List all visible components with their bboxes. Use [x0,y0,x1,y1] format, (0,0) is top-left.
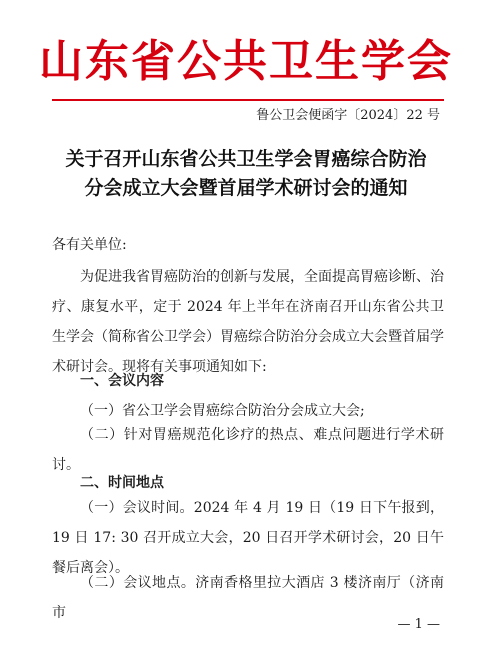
page-number: — 1 — [397,617,440,632]
salutation: 各有关单位: [52,237,127,253]
notice-title-line-2: 分会成立大会暨首届学术研讨会的通知 [84,177,408,199]
section-heading-meeting-content: 一、会议内容 [80,373,164,389]
item-meeting-venue: （二）会议地点。济南香格里拉大酒店 3 楼济南厅（济南市 [52,575,444,621]
document-number: 鲁公卫会便函字〔2024〕22 号 [256,108,440,123]
intro-paragraph: 为促进我省胃癌防治的创新与发展，全面提高胃癌诊断、治疗、康复水平，定于 2024 年上半年在济南召开山东省公共卫生学会（简称省公卫学会）胃癌综合防治分会成立大会暨首届学术研讨会。现将有关事项通知如下: [52,269,444,375]
item-founding-meeting: （一）省公卫学会胃癌综合防治分会成立大会; [80,403,365,419]
item-meeting-time: （一）会议时间。2024 年 4 月 19 日（19 日下午报到，19 日 17: 30 召开成立大会，20 日召开学术研讨会，20 日午餐后离会）。 [52,500,444,576]
notice-title-line-1: 关于召开山东省公共卫生学会胃癌综合防治 [65,148,427,170]
item-academic-discussion: （二）针对胃癌规范化诊疗的热点、难点问题进行学术研讨。 [52,427,444,473]
org-name-header: 山东省公共卫生学会 [39,36,453,87]
section-heading-time-place: 二、时间地点 [80,475,164,491]
notice-title [40,145,452,203]
red-divider-line [52,99,444,101]
